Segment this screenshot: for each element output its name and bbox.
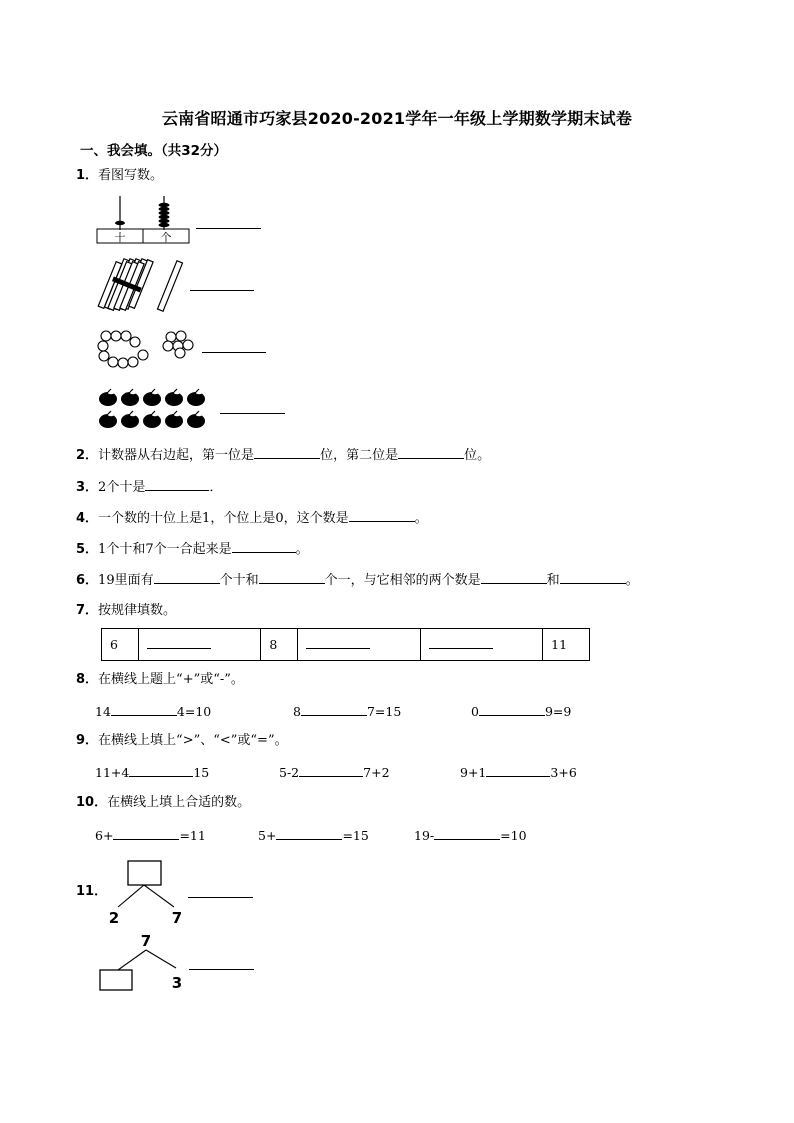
question-number: 1．	[76, 168, 99, 183]
sequence-cell-blank[interactable]	[420, 629, 543, 661]
item-text: 0	[471, 704, 479, 719]
q10-item-3	[414, 827, 527, 844]
question-2	[76, 446, 490, 465]
circles-image	[98, 330, 203, 370]
question-number: 8．	[76, 672, 99, 687]
item-text: 9=9	[544, 704, 572, 719]
question-text: 在横线上填上“>”、“<”或“=”。	[98, 733, 288, 748]
question-text: 。	[414, 511, 428, 526]
answer-blank[interactable]	[276, 827, 342, 840]
question-text: 。	[625, 573, 639, 588]
answer-blank[interactable]	[299, 764, 363, 777]
question-number: 7．	[76, 603, 99, 618]
sequence-cell-blank[interactable]	[298, 629, 421, 661]
answer-line[interactable]	[202, 352, 266, 353]
item-text: 6+	[95, 828, 114, 843]
abacus-label-ones: 个	[160, 231, 172, 244]
question-7	[76, 602, 176, 620]
answer-line[interactable]	[196, 228, 261, 229]
question-1	[76, 167, 163, 185]
question-text: 在横线上题上“+”或“-”。	[98, 672, 244, 687]
abacus-label-tens: 十	[114, 231, 126, 244]
question-text: 计数器从右边起，第一位是	[98, 448, 255, 463]
answer-blank[interactable]	[398, 446, 464, 459]
sequence-cell: 8	[261, 629, 298, 661]
item-text: =11	[179, 828, 206, 843]
question-text: ．	[209, 480, 223, 495]
answer-blank[interactable]	[479, 703, 545, 716]
item-text: 15	[193, 765, 210, 780]
question-text: 个十和	[219, 573, 259, 588]
item-text: 8	[293, 704, 301, 719]
item-text: 7=15	[366, 704, 402, 719]
bond-box-blank[interactable]	[100, 970, 132, 990]
abacus-image	[96, 194, 206, 246]
q8-item-2	[293, 703, 401, 720]
q8-item-1	[95, 703, 211, 720]
sequence-cell: 6	[102, 629, 139, 661]
bond-right-number: 7	[171, 909, 183, 927]
answer-line[interactable]	[190, 290, 254, 291]
question-text: 19里面有	[98, 573, 154, 588]
answer-blank[interactable]	[259, 571, 325, 584]
sequence-cell: 11	[543, 629, 590, 661]
answer-blank[interactable]	[486, 764, 550, 777]
item-text: =15	[342, 828, 369, 843]
question-number: 5．	[76, 542, 99, 557]
question-text: 按规律填数。	[98, 603, 177, 618]
section-heading: 一、我会填。（共32分）	[80, 143, 228, 159]
answer-blank[interactable]	[349, 509, 415, 522]
answer-blank[interactable]	[145, 478, 209, 491]
question-number: 10．	[76, 795, 108, 810]
answer-line[interactable]	[188, 897, 253, 898]
question-9	[76, 732, 288, 750]
item-text: 5+	[258, 828, 277, 843]
question-number: 2．	[76, 448, 99, 463]
item-text: 11+4	[95, 765, 130, 780]
item-text: 4=10	[176, 704, 212, 719]
question-number: 11．	[76, 884, 108, 899]
sticks-bundle-image	[97, 256, 192, 314]
item-text: 5-2	[279, 765, 300, 780]
sequence-table	[101, 628, 590, 661]
question-text: 一个数的十位上是1，个位上是0，这个数是	[98, 511, 349, 526]
question-number: 3．	[76, 480, 99, 495]
question-text: 。	[295, 542, 309, 557]
question-text: 1个十和7个一合起来是	[98, 542, 232, 557]
question-text: 个一，与它相邻的两个数是	[324, 573, 481, 588]
answer-blank[interactable]	[429, 638, 493, 649]
question-3	[76, 478, 222, 497]
question-text: 和	[546, 573, 560, 588]
question-text: 在横线上填上合适的数。	[107, 795, 251, 810]
bond-left-number: 2	[108, 909, 120, 927]
answer-line[interactable]	[220, 413, 285, 414]
item-text: 14	[95, 704, 111, 719]
bond-box-blank[interactable]	[128, 861, 161, 885]
sequence-cell-blank[interactable]	[138, 629, 261, 661]
question-text: 2个十是	[98, 480, 146, 495]
question-8	[76, 671, 244, 689]
answer-blank[interactable]	[306, 638, 370, 649]
bond-top-number: 7	[140, 932, 152, 950]
question-4	[76, 509, 428, 528]
question-number: 6．	[76, 573, 99, 588]
item-text: 9+1	[460, 765, 487, 780]
answer-blank[interactable]	[254, 446, 320, 459]
question-text: 位。	[464, 448, 491, 463]
answer-blank[interactable]	[129, 764, 193, 777]
answer-blank[interactable]	[111, 703, 177, 716]
page-title: 云南省昭通市巧家县2020-2021学年一年级上学期数学期末试卷	[161, 109, 633, 128]
answer-blank[interactable]	[301, 703, 367, 716]
answer-blank[interactable]	[481, 571, 547, 584]
answer-blank[interactable]	[232, 540, 296, 553]
question-text: 位，第二位是	[320, 448, 399, 463]
item-text: 3+6	[550, 765, 577, 780]
item-text: =10	[500, 828, 527, 843]
answer-blank[interactable]	[154, 571, 220, 584]
question-number: 9．	[76, 733, 99, 748]
q8-item-3	[471, 703, 571, 720]
question-10	[76, 794, 250, 812]
item-text: 7+2	[363, 765, 390, 780]
q9-item-1	[95, 764, 209, 781]
question-text: 看图写数。	[98, 168, 164, 183]
question-5	[76, 540, 309, 559]
number-bond-2	[98, 930, 188, 994]
question-number: 4．	[76, 511, 99, 526]
q9-item-3	[460, 764, 577, 781]
apples-image	[98, 388, 218, 432]
answer-line[interactable]	[189, 969, 254, 970]
answer-blank[interactable]	[560, 571, 626, 584]
bond-right-number: 3	[171, 974, 183, 992]
question-6	[76, 571, 639, 590]
item-text: 19-	[414, 828, 435, 843]
number-bond-1	[100, 859, 183, 929]
q9-item-2	[279, 764, 390, 781]
answer-blank[interactable]	[147, 638, 211, 649]
answer-blank[interactable]	[434, 827, 500, 840]
q10-item-1	[95, 827, 206, 844]
answer-blank[interactable]	[113, 827, 179, 840]
q10-item-2	[258, 827, 369, 844]
